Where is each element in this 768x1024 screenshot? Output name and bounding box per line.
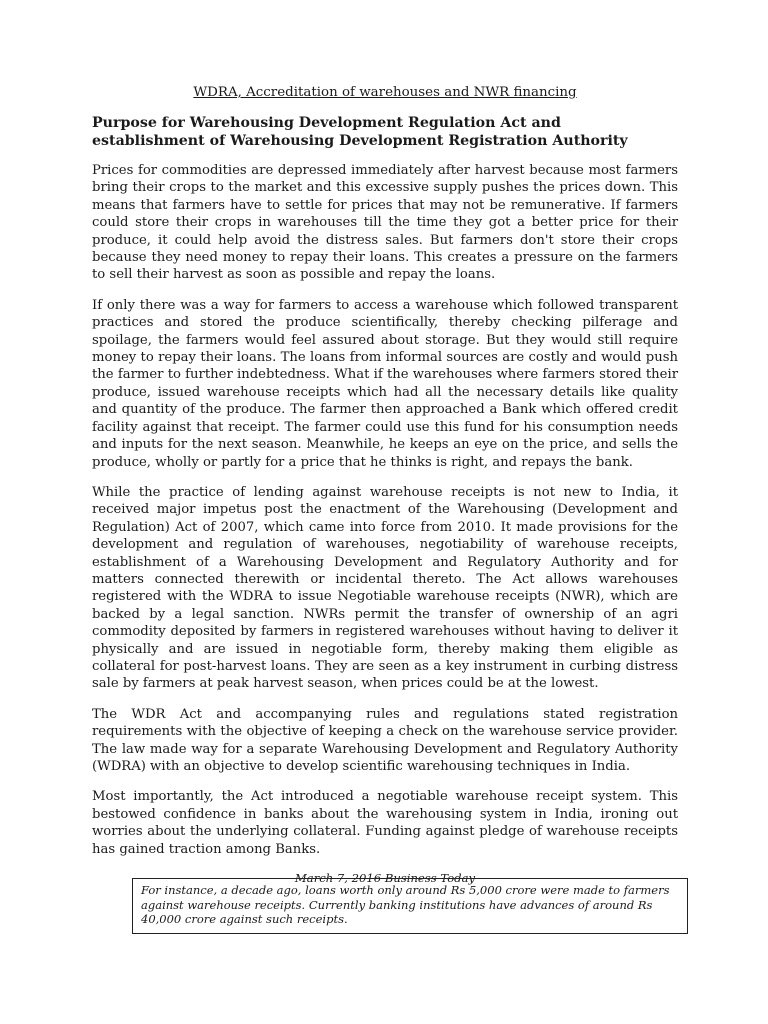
source-citation: March 7, 2016 Business Today <box>294 871 476 886</box>
paragraph-4: The WDR Act and accompanying rules and regulations stated registration requirements with the objective of keeping a check on the warehouse service provider. The law made way for a separate Warehousing Development and Regulatory Authority (WDRA) with an objective to develop scientific warehousing techniques in India. <box>92 706 678 774</box>
paragraph-5: Most importantly, the Act introduced a negotiable warehouse receipt system. This bestowed confidence in banks about the warehousing system in India, ironing out worries about the underlying collateral. Funding against pledge of warehouse receipts has gained traction among Banks. <box>92 789 678 857</box>
document-title: WDRA, Accreditation of warehouses and NWR financing <box>193 85 577 100</box>
document-body <box>92 84 678 894</box>
paragraph-1: Prices for commodities are depressed immediately after harvest because most farmers bring their crops to the market and this excessive supply pushes the prices down. This means that farmers have to settle for prices that may not be remunerative. If farmers could store their crops in warehouses till the time they got a better price for their produce, it could help avoid the distress sales. But farmers don't store their crops because they need money to repay their loans. This creates a pressure on the farmers to sell their harvest as soon as possible and repay the loans. <box>92 163 678 283</box>
paragraph-3: While the practice of lending against warehouse receipts is not new to India, it received major impetus post the enactment of the Warehousing (Development and Regulation) Act of 2007, which came into force from 2010. It made provisions for the development and regulation of warehouses, negotiability of warehouse receipts, establishment of a Warehousing Development and Regulatory Authority and for matters connected therewith or incidental thereto. The Act allows warehouses registered with the WDRA to issue Negotiable warehouse receipts (NWR), which are backed by a legal sanction. NWRs permit the transfer of ownership of an agri commodity deposited by farmers in registered warehouses without having to deliver it physically and are issued in negotiable form, thereby making them eligible as collateral for post-harvest loans. They are seen as a key instrument in curbing distress sale by farmers at peak harvest season, when prices could be at the lowest. <box>92 484 678 692</box>
paragraph-2: If only there was a way for farmers to access a warehouse which followed transparent practices and stored the produce scientifically, thereby checking pilferage and spoilage, the farmers would feel assured about storage. But they would still require money to repay their loans. The loans from informal sources are costly and would push the farmer to further indebtedness. What if the warehouses where farmers stored their produce, issued warehouse receipts which had all the necessary details like quality and quantity of the produce. The farmer then approached a Bank which offered credit facility against that receipt. The farmer could use this fund for his consumption needs and inputs for the next season. Meanwhile, he keeps an eye on the price, and sells the produce, wholly or partly for a price that he thinks is right, and repays the bank. <box>92 297 678 470</box>
section-heading: Purpose for Warehousing Development Regulation Act and establishment of Warehousing Development Registration Authority <box>92 115 628 149</box>
callout-box: For instance, a decade ago, loans worth only around Rs 5,000 crore were made to farmers against warehouse receipts. Currently banking institutions have advances of around Rs 40,000 crore against such receipts. <box>132 878 688 934</box>
